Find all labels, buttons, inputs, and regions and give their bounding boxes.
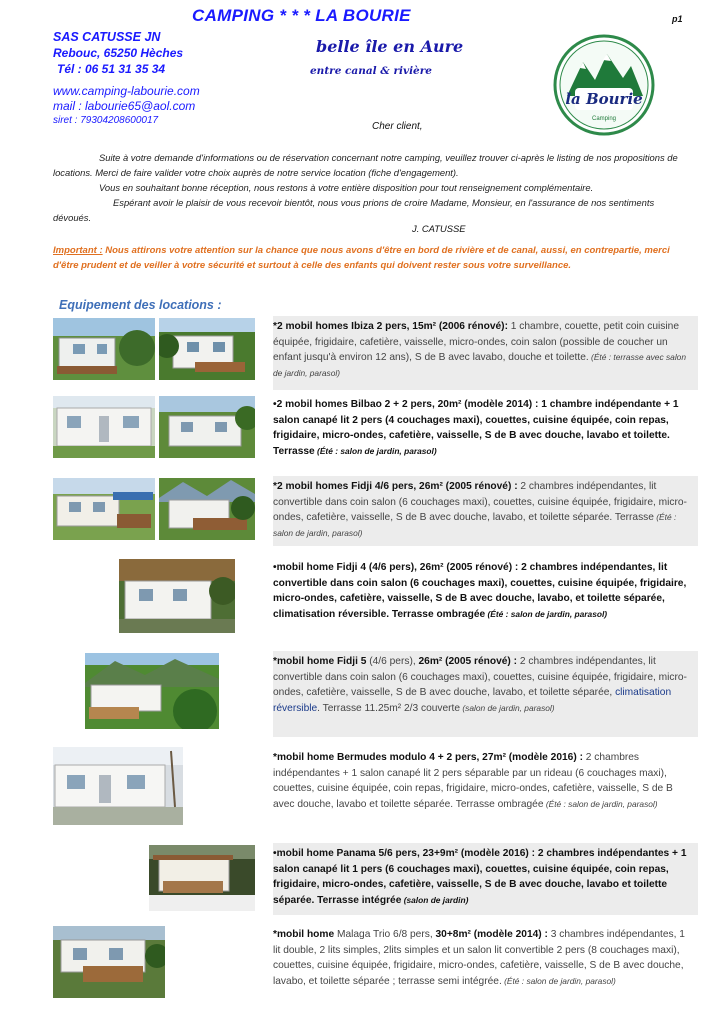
page-number: p1: [672, 14, 683, 24]
intro-paragraph-2: Vous en souhaitant bonne réception, nous restons à votre entière disposition pour tout renseignement complémentaire.: [99, 182, 594, 193]
listing-photo: [85, 653, 219, 729]
company-name: SAS CATUSSE JN: [53, 30, 161, 44]
document-title: CAMPING * * * LA BOURIE: [192, 6, 411, 25]
listing-description: *2 mobil homes Ibiza 2 pers, 15m² (2006 rénové): 1 chambre, couette, petit coin cuisine équipée, frigidaire, cafetière, vaisselle, micro-ondes, coin salon (possible de coucher un enfant jusqu'à environ 12 ans), S de B avec lavabo, douche et toilette. (Été : terrasse avec salon de jardin, parasol): [273, 316, 698, 390]
listing-description: •2 mobil homes Bilbao 2 + 2 pers, 20m² (modèle 2014) : 1 chambre indépendante + 1 salon canapé lit 2 pers (4 couchages maxi), couettes, cuisine équipée, coin repas, frigidaire, micro-ondes, cafetière, vaisselle, S de B avec douche, lavabo et toilette. Terrasse (Été : salon de jardin, parasol): [273, 399, 679, 457]
listing-item: [53, 747, 698, 831]
listing-photo: [159, 478, 255, 540]
camping-logo: [553, 34, 655, 136]
company-address: Rebouc, 65250 Hèches: [53, 46, 184, 60]
slogan-line2: entre canal & rivière: [310, 65, 432, 77]
company-email: mail : labourie65@aol.com: [53, 99, 196, 113]
listing-photo: [53, 747, 183, 825]
listing-description: *2 mobil homes Fidji 4/6 pers, 26m² (2005 rénové) : 2 chambres indépendantes, lit convertible dans coin salon (6 couchages maxi), couettes, cuisine équipée, frigidaire, micro-ondes, cafetière, vaisselle, S de B avec douche, lavabo, et toilette séparée. Terrasse (Été : salon de jardin, parasol): [273, 476, 698, 546]
listing-description: *mobil home Fidji 5 (4/6 pers), 26m² (2005 rénové) : 2 chambres indépendantes, lit convertible dans coin salon (6 couchages maxi), couettes, cuisine équipée, frigidaire, micro-ondes, cafetière, vaisselle, S de B avec douche, lavabo, et toilette séparée, climatisation réversible. Terrasse 11.25m² 2/3 couverte (salon de jardin, parasol): [273, 651, 698, 737]
company-block: [53, 29, 253, 128]
salutation: Cher client,: [372, 121, 423, 132]
important-text: Nous attirons votre attention sur la chance que nous avons d'être en bord de rivière et de canal, aussi, en contrepartie, merci d'être prudent et de veiller à votre sécurité et surtout à celle des enfants qui doivent rester sous votre surveillance.: [53, 245, 670, 271]
intro-paragraph-3: Espérant avoir le plaisir de vous recevoir bientôt, nous vous prions de croire Madame, Monsieur, en l'assurance de nos sentiments dévoués.: [53, 197, 655, 223]
listing-item: [53, 843, 698, 915]
listing-description: •mobil home Panama 5/6 pers, 23+9m² (modèle 2016) : 2 chambres indépendantes + 1 salon canapé lit 1 pers (6 couchages maxi), couettes, cuisine équipée, coin repas, frigidaire, micro-ondes, cafetière, vaisselle, S de B avec douche, lavabo et toilette séparée. Terrasse intégrée (salon de jardin): [273, 843, 698, 915]
listing-photo: [159, 318, 255, 380]
intro-text: [53, 150, 693, 225]
listing-item: [53, 651, 698, 737]
listing-item: [53, 924, 698, 1010]
slogan-line1: belle île en Aure: [316, 37, 464, 56]
listing-photo: [53, 396, 155, 458]
svg-text:Camping: Camping: [591, 116, 617, 122]
listing-photo: [119, 559, 235, 633]
listing-item: [53, 557, 698, 643]
intro-paragraph-1: Suite à votre demande d'informations ou de réservation concernant notre camping, veuillez trouver ci-après le listing de nos propositions de locations. Merci de faire valider votre choix auprès de notre service location (fiche d'engagement).: [53, 152, 678, 178]
signature: J. CATUSSE: [412, 223, 466, 234]
listing-photo: [159, 396, 255, 458]
company-website: www.camping-labourie.com: [53, 84, 200, 98]
listing-photo: [53, 318, 155, 380]
section-title: Equipement des locations :: [59, 298, 222, 312]
listing-description: *mobil home Malaga Trio 6/8 pers, 30+8m² (modèle 2014) : 3 chambres indépendantes, 1 lit double, 2 lits simples, 2lits simples et un salon lit convertible 2 pers (8 couchages maxi), couettes, cuisine équipée, frigidaire, micro-ondes, cafetière, vaisselle, S de B avec douche, lavabo, et toilette séparée ; terrasse semi intégrée. (Été : salon de jardin, parasol): [273, 929, 685, 987]
listing-item: [53, 476, 698, 546]
company-siret: siret : 79304208600017: [53, 115, 159, 126]
company-phone: Tél : 06 51 31 35 34: [57, 62, 166, 76]
listing-description: •mobil home Fidji 4 (4/6 pers), 26m² (2005 rénové) : 2 chambres indépendantes, lit convertible dans coin salon (6 couchages maxi), couettes, cuisine équipée, frigidaire, micro-ondes, cafetière, vaisselle, S de B avec douche, lavabo, et toilette séparée, climatisation réversible. Terrasse ombragée (Été : salon de jardin, parasol): [273, 562, 687, 620]
listing-item: [53, 316, 698, 390]
important-notice: [53, 243, 693, 273]
listing-item: [53, 394, 698, 462]
listing-description: *mobil home Bermudes modulo 4 + 2 pers, 27m² (modèle 2016) : 2 chambres indépendantes + 1 salon canapé lit 2 pers séparable par un rideau (6 couchages maxi), couettes, cuisine équipée, coin repas, frigidaire, micro-ondes, cafetière, vaisselle, S de B avec douche, lavabo et toilette séparée. Terrasse ombragée (Été : salon de jardin, parasol): [273, 752, 673, 810]
listing-photo: [53, 478, 155, 540]
listing-photo: [53, 926, 165, 998]
important-label: Important :: [53, 245, 103, 256]
listing-photo: [149, 845, 255, 911]
svg-text:la Bourie: la Bourie: [565, 90, 643, 108]
